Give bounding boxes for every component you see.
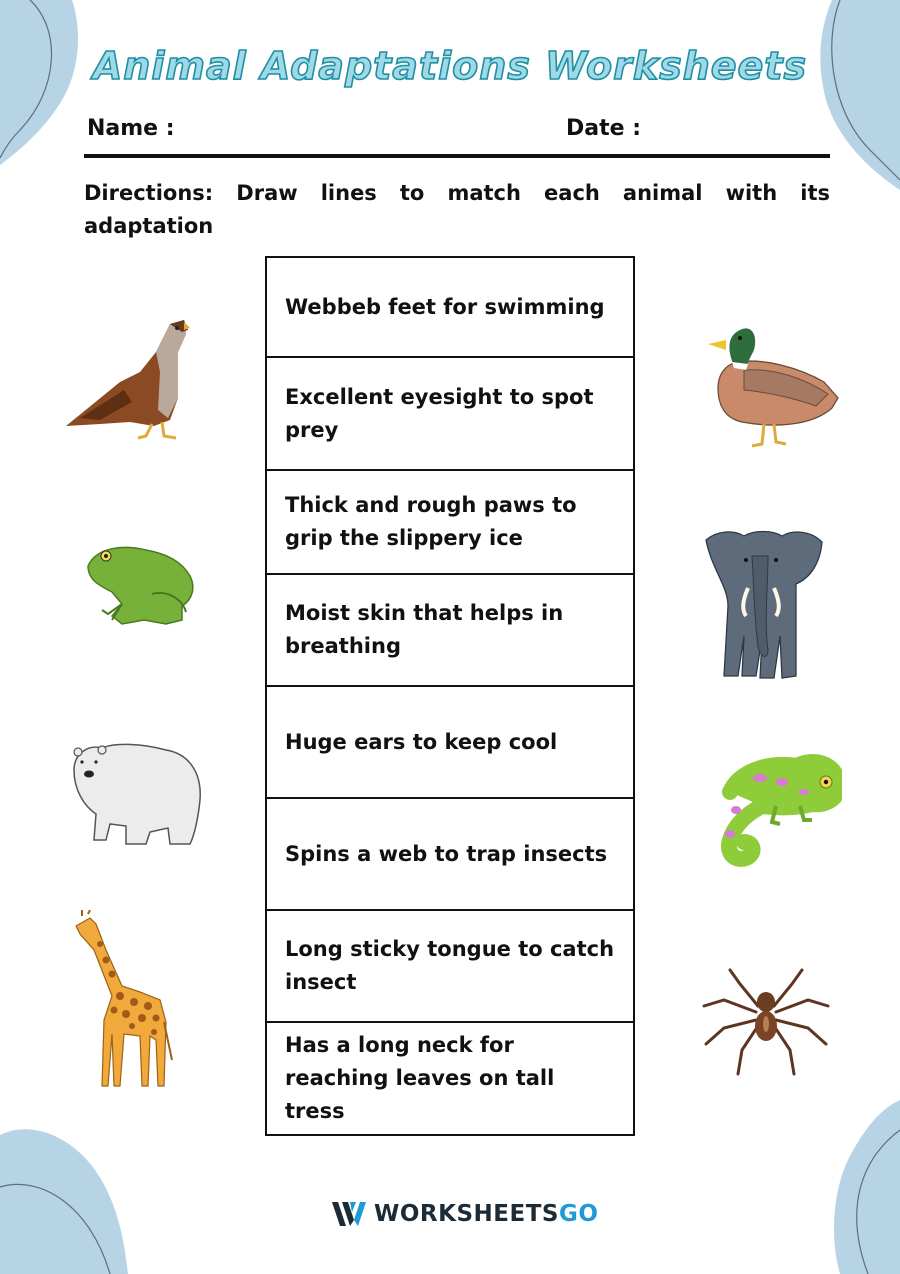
chameleon-icon — [700, 752, 842, 870]
duck-icon — [704, 322, 844, 452]
hawk-icon — [60, 312, 190, 444]
frog-icon — [82, 540, 198, 630]
logo-go-text: GO — [558, 1201, 599, 1227]
header-divider — [84, 154, 830, 158]
name-label: Name : — [87, 116, 175, 141]
adaptation-cell: Moist skin that helps in breathing — [267, 575, 633, 687]
adaptation-cell: Has a long neck for reaching leaves on tall tress — [285, 1033, 555, 1123]
elephant-icon — [698, 526, 828, 686]
top-right-blob — [810, 0, 900, 200]
top-left-blob — [0, 0, 100, 180]
adaptation-cell: Spins a web to trap insects — [267, 799, 633, 911]
adaptation-cell: Excellent eyesight to spot prey — [267, 358, 633, 471]
bottom-right-blob — [810, 1090, 900, 1274]
adaptation-cell: Thick and rough paws to grip the slippery ice — [267, 471, 633, 575]
worksheet-title: Animal Adaptations Worksheets — [92, 44, 808, 88]
adaptation-cell: Huge ears to keep cool — [267, 687, 633, 799]
spider-icon — [700, 966, 832, 1078]
logo-worksheets-text: WORKSHEETS — [374, 1201, 559, 1227]
adaptation-cell: Webbeb feet for swimming — [267, 258, 633, 358]
bottom-left-blob — [0, 1115, 140, 1274]
w-logo-icon — [332, 1200, 368, 1228]
worksheetsgo-logo — [332, 1198, 598, 1230]
polar-bear-icon — [66, 740, 206, 852]
date-label: Date : — [566, 116, 642, 141]
directions-text: Directions: Draw lines to match each animal with its adaptation — [84, 181, 830, 238]
adaptations-table — [265, 256, 635, 1136]
logo-text — [374, 1201, 598, 1227]
adaptation-cell: Long sticky tongue to catch insect — [267, 911, 633, 1023]
giraffe-icon — [70, 910, 174, 1092]
